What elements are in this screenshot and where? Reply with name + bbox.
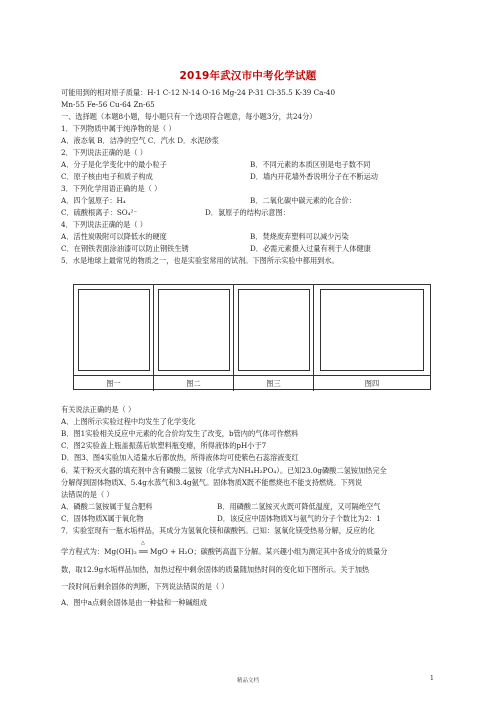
q3-option-c: C．硫酸根离子：SO₄²⁻ (61, 208, 138, 217)
q5-stem: 5．水是地球上最常见的物质之一，也是实验室常用的试剂。下图所示实验中都用到水。 (61, 256, 339, 265)
q4-option-b: B．焚烧废弃塑料可以减少污染 (250, 232, 349, 241)
q7-equation-line: 学方程式为：Mg(OH)₂ ══ MgO + H₂O；碳酸钙高温下分解。某兴趣小组为测定其中各成分的质量分 (61, 547, 388, 556)
q6-option-c: C．固体物质X属于氧化物 (61, 514, 144, 523)
atomic-mass-line: 可能用到的相对原子质量：H-1 C-12 N-14 O-16 Mg-24 P-31 Cl-35.5 K-39 Ca-40 (61, 88, 336, 97)
figure-1-caption: 图一 (74, 376, 154, 391)
figure-3-frame (238, 289, 310, 371)
q4-option-c: C．在钢铁表面涂油漆可以防止钢铁生锈 (61, 244, 189, 253)
figure-2-frame (158, 289, 230, 371)
q7-stem-4: 一段时间后剩余固体的判断，下列说法错误的是（ ） (61, 582, 229, 591)
section-heading: 一、选择题（本题8小题，每小题只有一个选项符合题意，每小题3分，共24分） (61, 112, 317, 121)
heat-symbol: △ (141, 540, 145, 546)
q6-option-a: A．磷酸二氢铵属于复合肥料 (61, 502, 153, 511)
figure-4-frame (320, 289, 424, 371)
footer-label: 精品文档 (236, 678, 259, 684)
q5-option-d: D．图3、图4实验加入适量水后都放热，所得液体均可使紫色石蕊溶液变红 (61, 453, 299, 462)
q5-prompt: 有关说法正确的是（ ） (61, 405, 136, 414)
q6-stem: 6．某干粉灭火器的填充剂中含有磷酸二氢铵（化学式为NH₄H₂PO₄）。已知23.0g磷酸二氢铵加热完全 (61, 466, 387, 475)
q2-option-c: C．原子核由电子和质子构成 (61, 172, 153, 181)
q6-stem-2: 分解得到固体物质X、5.4g水蒸气和3.4g氨气。固体物质X既不能燃烧也不能支持燃烧。下列说 (61, 478, 363, 487)
q6-stem-3: 法错误的是（ ） (61, 490, 114, 499)
figure-3-cell (234, 285, 314, 375)
figure-1-cell (74, 285, 154, 375)
q6-option-d: D．该反应中固体物质X与氨气的分子个数比为2：1 (217, 514, 381, 523)
page-title: 2019年武汉市中考化学试题 (179, 70, 317, 82)
q4-option-a: A．活性炭吸附可以降低水的硬度 (61, 232, 167, 241)
q3-option-b: B．二氧化碳中碳元素的化合价： (250, 196, 356, 205)
q3-option-d: D．氯原子的结构示意图： (205, 208, 290, 217)
figure-table (73, 284, 431, 390)
figure-2-cell (154, 285, 234, 375)
q4-option-d: D．必需元素摄入过量有利于人体健康 (250, 244, 371, 253)
q4-stem: 4．下列说法正确的是（ ） (61, 220, 147, 229)
q1-stem: 1．下列物质中属于纯净物的是（ ） (61, 124, 176, 133)
q2-stem: 2．下列说法正确的是（ ） (61, 148, 147, 157)
figure-4-cell (314, 285, 430, 375)
q7-option-a: A．图中a点剩余固体是由一种盐和一种碱组成 (61, 598, 208, 607)
q5-option-c: C．图2实验盖上瓶盖振荡后软塑料瓶变瘪，所得液体的pH小于7 (61, 441, 267, 450)
q2-option-d: D．墙内开花墙外香说明分子在不断运动 (250, 172, 378, 181)
figure-1-frame (78, 289, 150, 371)
figure-4-caption: 图四 (364, 379, 380, 388)
figure-3-caption: 图三 (234, 376, 314, 391)
q3-option-a: A．四个氢原子：H₄ (61, 196, 126, 205)
q5-option-b: B．图1实验相关反应中元素的化合价均发生了改变，b管内的气体可作燃料 (61, 429, 299, 438)
q7-stem: 7．实验室现有一瓶水垢样品，其成分为氢氧化镁和碳酸钙。已知：氢氧化镁受热易分解，反应的化 (61, 526, 375, 535)
q2-option-a: A．分子是化学变化中的最小粒子 (61, 160, 167, 169)
q2-option-b: B．不同元素的本质区别是电子数不同 (250, 160, 371, 169)
q7-stem-3: 数，取12.9g水垢样品加热，加热过程中剩余固体的质量随加热时间的变化如下图所示。关于加热 (61, 565, 370, 574)
figure-caption-row (74, 375, 430, 391)
q3-stem: 3．下列化学用语正确的是（ ） (61, 184, 162, 193)
q1-options: A．液态氧 B．洁净的空气 C．汽水 D．水泥砂浆 (61, 136, 219, 145)
atomic-mass-line-2: Mn-55 Fe-56 Cu-64 Zn-65 (61, 100, 155, 109)
q6-option-b: B．用磷酸二氢铵灭火既可降低温度，又可隔绝空气 (217, 502, 381, 511)
q5-option-a: A．上图所示实验过程中均发生了化学变化 (61, 417, 196, 426)
page-number: 1 (430, 675, 434, 682)
figure-2-caption: 图二 (154, 376, 234, 391)
